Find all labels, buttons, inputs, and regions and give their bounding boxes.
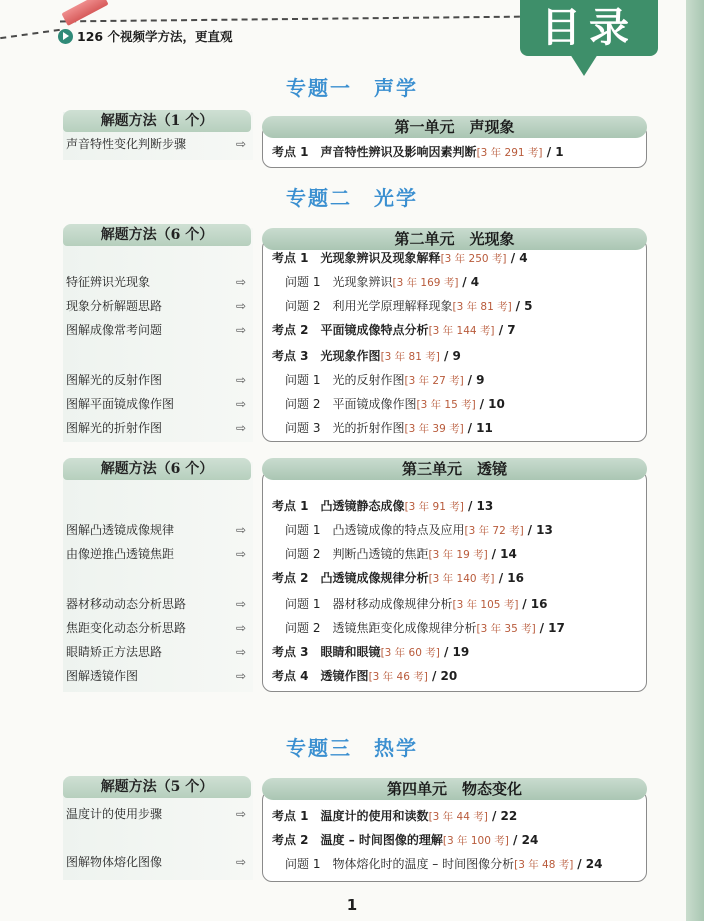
- arrow-right-icon: ⇨: [235, 855, 246, 869]
- method-item[interactable]: 图解透镜作图 ⇨: [66, 664, 252, 688]
- arrow-right-icon: ⇨: [235, 669, 246, 683]
- toc-entry[interactable]: 考点 2 凸透镜成像规律分析[3 年 140 考] / 16: [272, 571, 524, 585]
- dashed-divider: [60, 16, 530, 23]
- toc-entry[interactable]: 问题 2 判断凸透镜的焦距[3 年 19 考] / 14: [285, 547, 517, 561]
- method-item[interactable]: 现象分析解题思路 ⇨: [66, 294, 252, 318]
- toc-entry[interactable]: 考点 1 光现象辨识及现象解释[3 年 250 考] / 4: [272, 251, 528, 265]
- method-item[interactable]: 器材移动动态分析思路 ⇨: [66, 592, 252, 616]
- toc-entry[interactable]: 问题 1 光现象辨识[3 年 169 考] / 4: [285, 275, 480, 289]
- method-header: 解题方法（1 个）: [63, 110, 251, 132]
- toc-entry[interactable]: 考点 3 光现象作图[3 年 81 考] / 9: [272, 349, 461, 363]
- arrow-right-icon: ⇨: [235, 547, 246, 561]
- play-icon: [58, 29, 73, 44]
- arrow-right-icon: ⇨: [235, 523, 246, 537]
- toc-entry[interactable]: 问题 1 物体熔化时的温度 – 时间图像分析[3 年 48 考] / 24: [285, 857, 603, 871]
- toc-entry[interactable]: 考点 4 透镜作图[3 年 46 考] / 20: [272, 669, 458, 683]
- toc-entry[interactable]: 问题 1 器材移动成像规律分析[3 年 105 考] / 16: [285, 597, 548, 611]
- method-item[interactable]: 图解光的折射作图 ⇨: [66, 416, 252, 440]
- method-header: 解题方法（6 个）: [63, 224, 251, 246]
- toc-entry[interactable]: 问题 2 透镜焦距变化成像规律分析[3 年 35 考] / 17: [285, 621, 565, 635]
- page-edge-strip: [686, 0, 704, 921]
- toc-entry[interactable]: 问题 2 平面镜成像作图[3 年 15 考] / 10: [285, 397, 505, 411]
- toc-entry[interactable]: 考点 1 声音特性辨识及影响因素判断[3 年 291 考] / 1: [272, 145, 564, 159]
- unit-header: 第一单元 声现象: [262, 116, 647, 138]
- method-header: 解题方法（5 个）: [63, 776, 251, 798]
- method-item[interactable]: 图解成像常考问题 ⇨: [66, 318, 252, 342]
- arrow-right-icon: ⇨: [235, 621, 246, 635]
- toc-entry[interactable]: 问题 1 光的反射作图[3 年 27 考] / 9: [285, 373, 485, 387]
- toc-entry[interactable]: 考点 1 凸透镜静态成像[3 年 91 考] / 13: [272, 499, 494, 513]
- toc-entry[interactable]: 问题 3 光的折射作图[3 年 39 考] / 11: [285, 421, 493, 435]
- toc-entry[interactable]: 考点 2 温度 – 时间图像的理解[3 年 100 考] / 24: [272, 833, 539, 847]
- unit-header: 第二单元 光现象: [262, 228, 647, 250]
- method-item[interactable]: 图解凸透镜成像规律 ⇨: [66, 518, 252, 542]
- arrow-right-icon: ⇨: [235, 373, 246, 387]
- video-tagline-text: 126 个视频学方法，更直观: [77, 29, 233, 44]
- arrow-right-icon: ⇨: [235, 323, 246, 337]
- method-item[interactable]: 图解光的反射作图 ⇨: [66, 368, 252, 392]
- topic-title: 专题三 热学: [286, 736, 418, 760]
- unit-header: 第四单元 物态变化: [262, 778, 647, 800]
- toc-entry[interactable]: 问题 1 凸透镜成像的特点及应用[3 年 72 考] / 13: [285, 523, 553, 537]
- arrow-right-icon: ⇨: [235, 275, 246, 289]
- toc-entry[interactable]: 考点 2 平面镜成像特点分析[3 年 144 考] / 7: [272, 323, 516, 337]
- dashed-divider: [0, 29, 60, 39]
- method-item[interactable]: 温度计的使用步骤 ⇨: [66, 802, 252, 826]
- method-item[interactable]: 特征辨识光现象 ⇨: [66, 270, 252, 294]
- method-header: 解题方法（6 个）: [63, 458, 251, 480]
- unit-header: 第三单元 透镜: [262, 458, 647, 480]
- topic-title: 专题一 声学: [286, 76, 418, 100]
- method-item[interactable]: 焦距变化动态分析思路 ⇨: [66, 616, 252, 640]
- contents-badge: 目录: [520, 0, 658, 56]
- video-tagline[interactable]: [58, 27, 232, 45]
- method-item[interactable]: 眼睛矫正方法思路 ⇨: [66, 640, 252, 664]
- topic-title: 专题二 光学: [286, 186, 418, 210]
- toc-entry[interactable]: 考点 3 眼睛和眼镜[3 年 60 考] / 19: [272, 645, 470, 659]
- arrow-right-icon: ⇨: [235, 299, 246, 313]
- arrow-right-icon: ⇨: [235, 597, 246, 611]
- method-item[interactable]: 由像逆推凸透镜焦距 ⇨: [66, 542, 252, 566]
- arrow-right-icon: ⇨: [235, 807, 246, 821]
- arrow-right-icon: ⇨: [235, 645, 246, 659]
- toc-entry[interactable]: 问题 2 利用光学原理解释现象[3 年 81 考] / 5: [285, 299, 533, 313]
- method-item[interactable]: 图解平面镜成像作图 ⇨: [66, 392, 252, 416]
- toc-entry[interactable]: 考点 1 温度计的使用和读数[3 年 44 考] / 22: [272, 809, 518, 823]
- page-number: 1: [346, 896, 358, 914]
- arrow-right-icon: ⇨: [235, 397, 246, 411]
- method-item[interactable]: 图解物体熔化图像 ⇨: [66, 850, 252, 874]
- arrow-right-icon: ⇨: [235, 137, 246, 151]
- method-item[interactable]: 声音特性变化判断步骤 ⇨: [66, 132, 252, 156]
- arrow-right-icon: ⇨: [235, 421, 246, 435]
